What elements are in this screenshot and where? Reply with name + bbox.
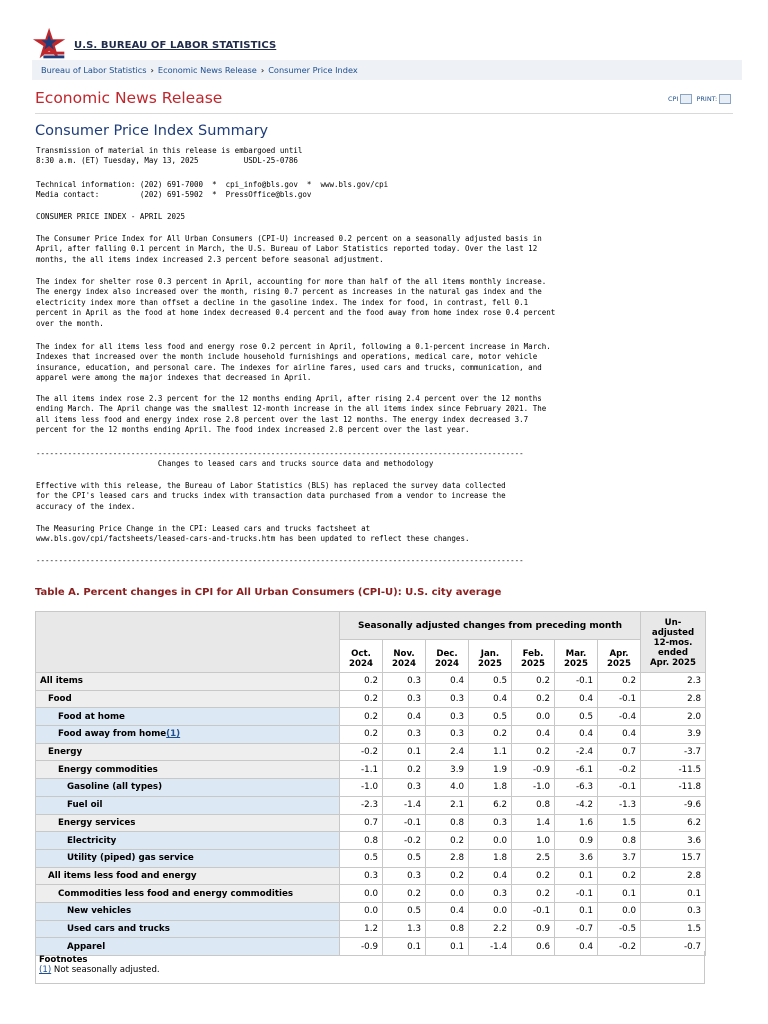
value-cell: 0.1 xyxy=(555,902,598,920)
value-cell: 0.2 xyxy=(512,867,555,885)
value-cell: -0.4 xyxy=(598,708,641,726)
row-label: Energy xyxy=(36,743,340,761)
value-cell: 0.2 xyxy=(512,690,555,708)
table-row xyxy=(36,796,706,814)
value-cell: 1.5 xyxy=(598,814,641,832)
value-cell: 0.2 xyxy=(512,673,555,691)
value-cell: 0.3 xyxy=(383,867,426,885)
value-cell: 6.2 xyxy=(641,814,706,832)
value-cell: -1.4 xyxy=(383,796,426,814)
row-label: Used cars and trucks xyxy=(36,920,340,938)
row-label: All items xyxy=(36,673,340,691)
value-cell: 0.4 xyxy=(598,726,641,744)
value-cell: -9.6 xyxy=(641,796,706,814)
value-cell: -1.0 xyxy=(340,779,383,797)
release-title: Economic News Release xyxy=(35,89,223,107)
value-cell: 0.4 xyxy=(555,690,598,708)
value-cell: 2.3 xyxy=(641,673,706,691)
value-cell: 0.6 xyxy=(512,938,555,956)
embargo-notice: Transmission of material in this release is embargoed until 8:30 a.m. (ET) Tuesday, May 13, 2025 USDL-25-0786 xyxy=(36,146,303,166)
value-cell: 0.0 xyxy=(340,885,383,903)
value-cell: 1.4 xyxy=(512,814,555,832)
row-label: Food away from home(1) xyxy=(36,726,340,744)
value-cell: 0.9 xyxy=(555,832,598,850)
value-cell: 2.4 xyxy=(426,743,469,761)
value-cell: 1.5 xyxy=(641,920,706,938)
value-cell: 0.5 xyxy=(469,708,512,726)
changes-heading: Changes to leased cars and trucks source data and methodology xyxy=(36,459,434,468)
cpi-table xyxy=(35,611,706,956)
value-cell: 2.8 xyxy=(641,690,706,708)
value-cell: 0.0 xyxy=(426,885,469,903)
value-cell: -0.1 xyxy=(383,814,426,832)
value-cell: 0.2 xyxy=(340,708,383,726)
value-cell: 0.4 xyxy=(426,673,469,691)
value-cell: 0.2 xyxy=(598,673,641,691)
value-cell: -0.1 xyxy=(598,779,641,797)
paragraph-4: The all items index rose 2.3 percent for the 12 months ending April, after rising 2.4 percent over the 12 months ending March. The April change was the smallest 12-month increase in the all items index since February 2021. The all items less food and energy index rose 2.8 percent over the last 12 months. The energy index decreased 3.7 percent for the 12 months ending April. The food index increased 2.8 percent over the last year. xyxy=(36,394,547,435)
value-cell: 3.9 xyxy=(426,761,469,779)
month-header: Dec. 2024 xyxy=(426,640,469,673)
value-cell: 0.3 xyxy=(469,885,512,903)
print-button[interactable]: PRINT: xyxy=(696,94,731,104)
value-cell: -0.7 xyxy=(555,920,598,938)
group-header: Seasonally adjusted changes from preceding month xyxy=(340,612,641,640)
value-cell: -6.1 xyxy=(555,761,598,779)
value-cell: -0.2 xyxy=(383,832,426,850)
value-cell: -0.5 xyxy=(598,920,641,938)
row-label: Fuel oil xyxy=(36,796,340,814)
pdf-icon xyxy=(680,94,692,104)
value-cell: 0.2 xyxy=(469,726,512,744)
value-cell: 15.7 xyxy=(641,849,706,867)
table-corner xyxy=(36,612,340,673)
value-cell: -11.5 xyxy=(641,761,706,779)
value-cell: 0.7 xyxy=(598,743,641,761)
row-label: Utility (piped) gas service xyxy=(36,849,340,867)
value-cell: 1.1 xyxy=(469,743,512,761)
value-cell: 0.8 xyxy=(426,920,469,938)
value-cell: 0.2 xyxy=(340,690,383,708)
value-cell: -0.1 xyxy=(555,885,598,903)
value-cell: 0.8 xyxy=(426,814,469,832)
value-cell: -6.3 xyxy=(555,779,598,797)
paragraph-5: Effective with this release, the Bureau of Labor Statistics (BLS) has replaced the survey data collected for the CPI's leased cars and trucks index with transaction data purchased from a vendor to increase the accuracy of the index. xyxy=(36,481,506,511)
footnote-link[interactable]: (1) xyxy=(39,965,52,975)
table-title: Table A. Percent changes in CPI for All Urban Consumers (CPI-U): U.S. city average xyxy=(35,587,502,598)
value-cell: 2.5 xyxy=(512,849,555,867)
table-row xyxy=(36,849,706,867)
value-cell: 0.8 xyxy=(340,832,383,850)
month-header: Feb. 2025 xyxy=(512,640,555,673)
value-cell: 3.9 xyxy=(641,726,706,744)
row-label: Food at home xyxy=(36,708,340,726)
value-cell: 6.2 xyxy=(469,796,512,814)
chevron-right-icon: › xyxy=(150,65,154,75)
paragraph-1: The Consumer Price Index for All Urban Consumers (CPI-U) increased 0.2 percent on a seasonally adjusted basis in April, after falling 0.1 percent in March, the U.S. Bureau of Labor Statistics reported today. Over the last 12 months, the all items index increased 2.3 percent before seasonal adjustment. xyxy=(36,234,542,264)
value-cell: 0.5 xyxy=(469,673,512,691)
value-cell: 0.5 xyxy=(383,849,426,867)
breadcrumb-news-release[interactable]: Economic News Release xyxy=(157,65,257,75)
value-cell: 0.2 xyxy=(512,743,555,761)
value-cell: -0.9 xyxy=(340,938,383,956)
value-cell: 2.8 xyxy=(426,849,469,867)
value-cell: 0.0 xyxy=(512,708,555,726)
value-cell: 0.2 xyxy=(426,867,469,885)
value-cell: -1.1 xyxy=(340,761,383,779)
value-cell: 0.2 xyxy=(512,885,555,903)
value-cell: 0.1 xyxy=(426,938,469,956)
cpi-pdf-button[interactable]: CPI xyxy=(668,94,692,104)
breadcrumb-cpi[interactable]: Consumer Price Index xyxy=(268,65,358,75)
value-cell: 0.3 xyxy=(641,902,706,920)
row-label: Gasoline (all types) xyxy=(36,779,340,797)
value-cell: 0.4 xyxy=(555,726,598,744)
value-cell: 0.3 xyxy=(383,779,426,797)
breadcrumb xyxy=(32,60,742,80)
value-cell: 0.0 xyxy=(469,902,512,920)
value-cell: -1.0 xyxy=(512,779,555,797)
value-cell: 1.8 xyxy=(469,779,512,797)
value-cell: 0.3 xyxy=(383,690,426,708)
value-cell: -0.9 xyxy=(512,761,555,779)
table-row xyxy=(36,673,706,691)
footnote-item: (1) Not seasonally adjusted. xyxy=(39,965,160,975)
value-cell: 0.4 xyxy=(426,902,469,920)
row-label: Energy commodities xyxy=(36,761,340,779)
value-cell: 0.2 xyxy=(426,832,469,850)
value-cell: 0.4 xyxy=(469,867,512,885)
table-row xyxy=(36,867,706,885)
value-cell: 0.5 xyxy=(383,902,426,920)
value-cell: 0.3 xyxy=(383,726,426,744)
table-row xyxy=(36,708,706,726)
table-row xyxy=(36,902,706,920)
row-label: Commodities less food and energy commodities xyxy=(36,885,340,903)
value-cell: 2.1 xyxy=(426,796,469,814)
value-cell: 0.3 xyxy=(426,708,469,726)
month-header: Mar. 2025 xyxy=(555,640,598,673)
value-cell: 0.1 xyxy=(383,938,426,956)
bls-logo-icon[interactable] xyxy=(32,26,70,64)
value-cell: 0.2 xyxy=(340,726,383,744)
value-cell: -1.4 xyxy=(469,938,512,956)
dashed-divider: ------------------------------------------------------------------------------------------------------------ xyxy=(36,449,524,458)
value-cell: -0.1 xyxy=(512,902,555,920)
value-cell: 0.2 xyxy=(340,673,383,691)
table-row xyxy=(36,690,706,708)
value-cell: 0.5 xyxy=(340,849,383,867)
value-cell: 0.3 xyxy=(383,673,426,691)
value-cell: 1.6 xyxy=(555,814,598,832)
paragraph-3: The index for all items less food and energy rose 0.2 percent in April, following a 0.1-percent increase in March. Indexes that increased over the month include household furnishings and operations, medical care, motor vehicle insurance, education, and personal care. The indexes for airline fares, used cars and trucks, communication, and apparel were among the major indexes that decreased in April. xyxy=(36,342,551,383)
page-tools xyxy=(666,94,731,104)
value-cell: 1.9 xyxy=(469,761,512,779)
value-cell: -0.1 xyxy=(555,673,598,691)
table-row xyxy=(36,832,706,850)
value-cell: -4.2 xyxy=(555,796,598,814)
table-row xyxy=(36,814,706,832)
value-cell: -0.2 xyxy=(340,743,383,761)
value-cell: -2.4 xyxy=(555,743,598,761)
row-label: Apparel xyxy=(36,938,340,956)
value-cell: 2.2 xyxy=(469,920,512,938)
value-cell: 0.3 xyxy=(426,726,469,744)
value-cell: 0.3 xyxy=(469,814,512,832)
chevron-right-icon: › xyxy=(260,65,265,75)
row-label: Energy services xyxy=(36,814,340,832)
value-cell: 4.0 xyxy=(426,779,469,797)
value-cell: 0.2 xyxy=(383,885,426,903)
table-row xyxy=(36,761,706,779)
value-cell: 0.4 xyxy=(512,726,555,744)
row-label: New vehicles xyxy=(36,902,340,920)
value-cell: -1.3 xyxy=(598,796,641,814)
value-cell: 2.0 xyxy=(641,708,706,726)
footnotes-heading: Footnotes xyxy=(39,955,88,965)
value-cell: 2.8 xyxy=(641,867,706,885)
value-cell: 3.6 xyxy=(641,832,706,850)
table-row xyxy=(36,726,706,744)
month-header: Oct. 2024 xyxy=(340,640,383,673)
table-row xyxy=(36,743,706,761)
row-label: Electricity xyxy=(36,832,340,850)
value-cell: -0.7 xyxy=(641,938,706,956)
value-cell: 3.6 xyxy=(555,849,598,867)
value-cell: 0.0 xyxy=(598,902,641,920)
value-cell: 0.1 xyxy=(641,885,706,903)
table-row xyxy=(36,885,706,903)
release-heading: CONSUMER PRICE INDEX - APRIL 2025 xyxy=(36,212,186,221)
value-cell: 0.1 xyxy=(555,867,598,885)
value-cell: 0.0 xyxy=(340,902,383,920)
footnote-ref-link[interactable]: (1) xyxy=(166,729,181,740)
value-cell: -2.3 xyxy=(340,796,383,814)
value-cell: 0.0 xyxy=(469,832,512,850)
month-header: Nov. 2024 xyxy=(383,640,426,673)
agency-name-link[interactable]: U.S. BUREAU OF LABOR STATISTICS xyxy=(74,40,277,51)
table-row xyxy=(36,779,706,797)
paragraph-6: The Measuring Price Change in the CPI: Leased cars and trucks factsheet at www.bls.gov/cpi/factsheets/leased-cars-and-trucks.htm has been updated to reflect these changes. xyxy=(36,524,470,544)
month-header: Jan. 2025 xyxy=(469,640,512,673)
value-cell: 0.3 xyxy=(340,867,383,885)
month-header: Apr. 2025 xyxy=(598,640,641,673)
value-cell: 1.8 xyxy=(469,849,512,867)
value-cell: 0.2 xyxy=(383,761,426,779)
value-cell: -3.7 xyxy=(641,743,706,761)
breadcrumb-bls[interactable]: Bureau of Labor Statistics xyxy=(41,65,147,75)
value-cell: -0.1 xyxy=(598,690,641,708)
paragraph-2: The index for shelter rose 0.3 percent in April, accounting for more than half of the all items monthly increase. The energy index also increased over the month, rising 0.7 percent as increases in the natural gas index and the electricity index more than offset a decline in the gasoline index. The index for food, in contrast, fell 0.1 percent in April as the food at home index decreased 0.4 percent and the food away from home index rose 0.4 percent over the month. xyxy=(36,277,556,328)
value-cell: 0.1 xyxy=(383,743,426,761)
unadjusted-header: Un- adjusted 12-mos. ended Apr. 2025 xyxy=(641,612,706,673)
site-header xyxy=(32,26,732,62)
printer-icon xyxy=(719,94,731,104)
value-cell: -0.2 xyxy=(598,761,641,779)
row-label: All items less food and energy xyxy=(36,867,340,885)
value-cell: 1.0 xyxy=(512,832,555,850)
divider xyxy=(35,113,733,114)
value-cell: 0.5 xyxy=(555,708,598,726)
row-label: Food xyxy=(36,690,340,708)
value-cell: 0.1 xyxy=(598,885,641,903)
value-cell: -11.8 xyxy=(641,779,706,797)
footnotes xyxy=(35,951,705,984)
value-cell: 0.3 xyxy=(426,690,469,708)
value-cell: -0.2 xyxy=(598,938,641,956)
value-cell: 0.4 xyxy=(383,708,426,726)
table-row xyxy=(36,920,706,938)
value-cell: 0.8 xyxy=(512,796,555,814)
value-cell: 0.7 xyxy=(340,814,383,832)
value-cell: 3.7 xyxy=(598,849,641,867)
page-title: Consumer Price Index Summary xyxy=(35,123,269,139)
value-cell: 0.4 xyxy=(555,938,598,956)
value-cell: 0.9 xyxy=(512,920,555,938)
contact-info: Technical information: (202) 691-7000 * cpi_info@bls.gov * www.bls.gov/cpi Media contact: (202) 691-5902 * PressOffice@bls.gov xyxy=(36,180,389,200)
value-cell: 0.8 xyxy=(598,832,641,850)
value-cell: 0.4 xyxy=(469,690,512,708)
value-cell: 0.2 xyxy=(598,867,641,885)
value-cell: 1.3 xyxy=(383,920,426,938)
value-cell: 1.2 xyxy=(340,920,383,938)
dashed-divider: ------------------------------------------------------------------------------------------------------------ xyxy=(36,556,524,565)
